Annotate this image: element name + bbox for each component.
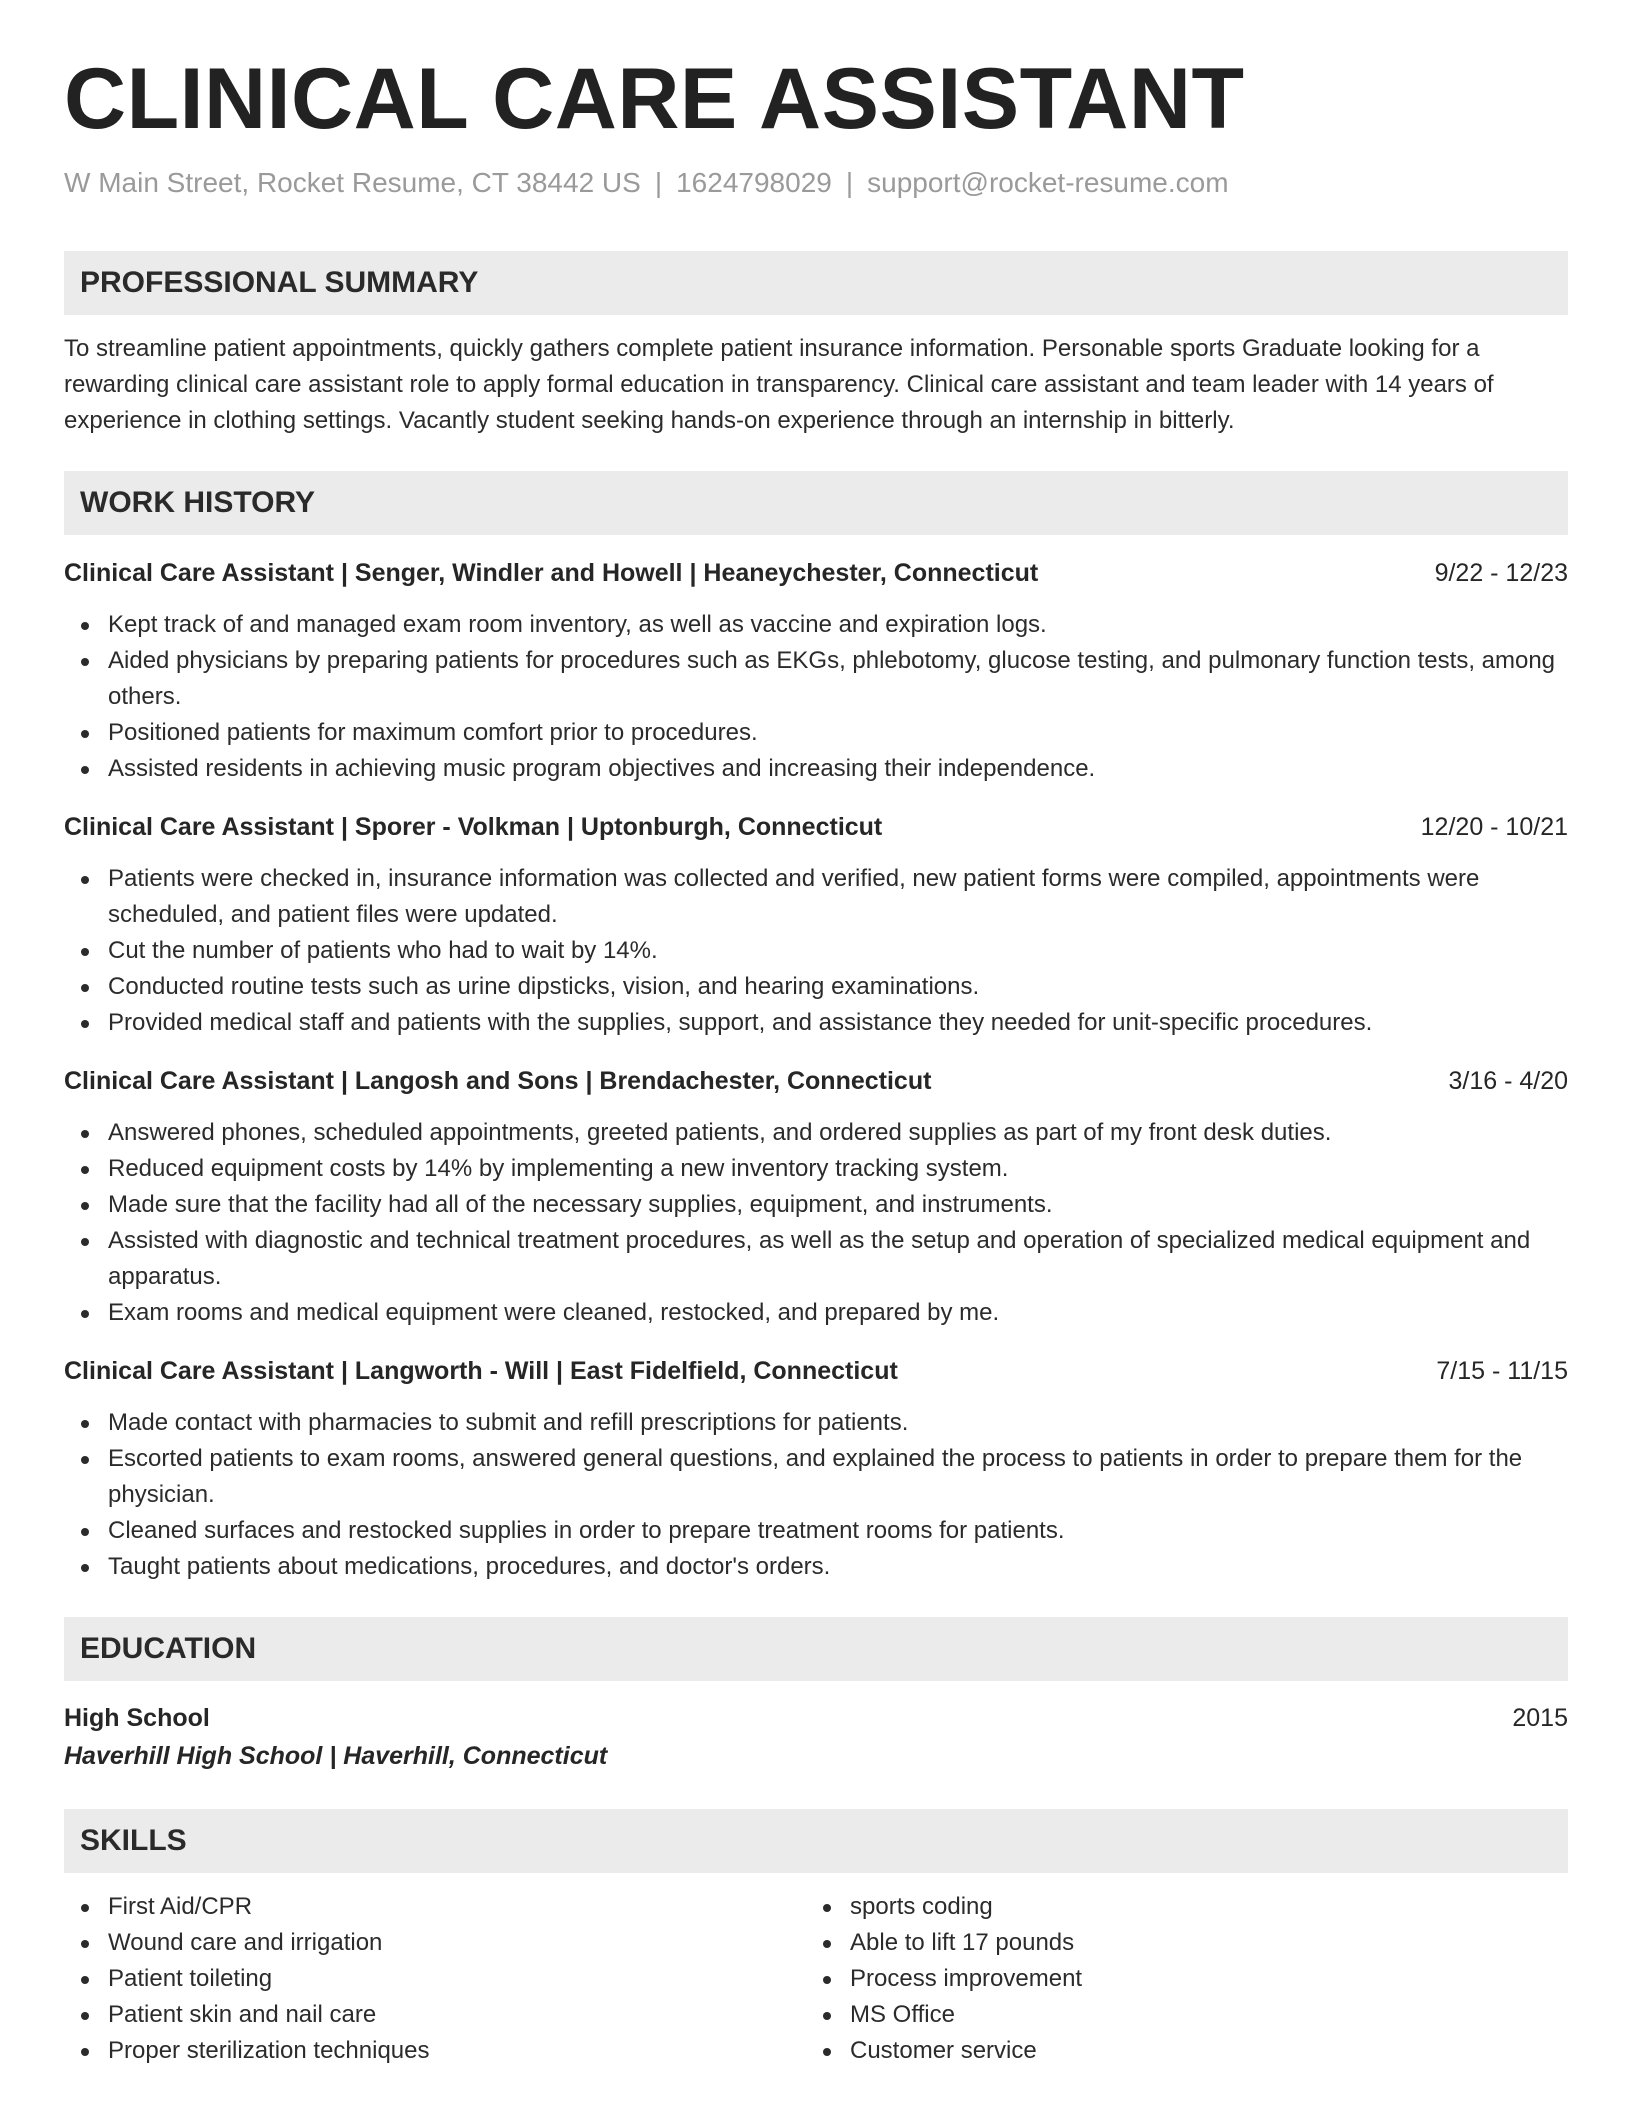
skill-item: Wound care and irrigation: [64, 1925, 806, 1961]
job-header: [64, 809, 1568, 845]
job-bullet: Provided medical staff and patients with the supplies, support, and assistance they needed for unit-specific procedures.: [64, 1005, 1568, 1041]
job-bullet: Assisted residents in achieving music program objectives and increasing their independence.: [64, 751, 1568, 787]
skills-column-left: [64, 1889, 806, 2069]
job-bullet: Made contact with pharmacies to submit and refill prescriptions for patients.: [64, 1405, 1568, 1441]
skill-item: MS Office: [806, 1997, 1548, 2033]
skill-item: Proper sterilization techniques: [64, 2033, 806, 2069]
job-bullets: [64, 861, 1568, 1041]
contact-email: support@rocket-resume.com: [867, 166, 1229, 198]
education-school: Haverhill High School | Haverhill, Connecticut: [64, 1741, 608, 1770]
job-entry: [64, 555, 1568, 787]
contact-line: [64, 167, 1568, 199]
job-bullet: Kept track of and managed exam room inventory, as well as vaccine and expiration logs.: [64, 607, 1568, 643]
job-bullet: Patients were checked in, insurance information was collected and verified, new patient forms were compiled, appointments were scheduled, and patient files were updated.: [64, 861, 1568, 933]
job-bullet: Positioned patients for maximum comfort prior to procedures.: [64, 715, 1568, 751]
skill-item: Patient skin and nail care: [64, 1997, 806, 2033]
section-header-education: EDUCATION: [64, 1617, 1568, 1681]
education-degree: High School: [64, 1703, 210, 1732]
job-dates: 7/15 - 11/15: [1436, 1356, 1568, 1385]
job-entry: [64, 809, 1568, 1041]
job-bullet: Exam rooms and medical equipment were cleaned, restocked, and prepared by me.: [64, 1295, 1568, 1331]
skills-list: [64, 1889, 1568, 2069]
contact-separator: |: [654, 166, 663, 198]
section-header-summary: PROFESSIONAL SUMMARY: [64, 251, 1568, 315]
job-bullet: Assisted with diagnostic and technical treatment procedures, as well as the setup and operation of specialized medical equipment and apparatus.: [64, 1223, 1568, 1295]
skill-item: Customer service: [806, 2033, 1548, 2069]
skills-column-right: [806, 1889, 1548, 2069]
job-header: [64, 1063, 1568, 1099]
skill-item: sports coding: [806, 1889, 1548, 1925]
job-header: [64, 555, 1568, 591]
job-title: Clinical Care Assistant | Senger, Windler and Howell | Heaneychester, Connecticut: [64, 558, 1039, 587]
job-header: [64, 1353, 1568, 1389]
job-bullet: Conducted routine tests such as urine dipsticks, vision, and hearing examinations.: [64, 969, 1568, 1005]
job-entry: [64, 1353, 1568, 1585]
job-dates: 3/16 - 4/20: [1448, 1066, 1568, 1095]
job-bullets: [64, 607, 1568, 787]
job-bullet: Cleaned surfaces and restocked supplies in order to prepare treatment rooms for patients.: [64, 1513, 1568, 1549]
contact-address: W Main Street, Rocket Resume, CT 38442 US: [64, 166, 641, 198]
job-bullet: Taught patients about medications, procedures, and doctor's orders.: [64, 1549, 1568, 1585]
job-bullets: [64, 1405, 1568, 1585]
skill-item: First Aid/CPR: [64, 1889, 806, 1925]
job-dates: 12/20 - 10/21: [1420, 812, 1568, 841]
section-header-skills: SKILLS: [64, 1809, 1568, 1873]
education-entry: [64, 1699, 1568, 1775]
job-bullets: [64, 1115, 1568, 1331]
job-bullet: Made sure that the facility had all of the necessary supplies, equipment, and instruments.: [64, 1187, 1568, 1223]
skill-item: Able to lift 17 pounds: [806, 1925, 1548, 1961]
education-year: 2015: [1512, 1703, 1568, 1732]
skill-item: Patient toileting: [64, 1961, 806, 1997]
skill-item: Process improvement: [806, 1961, 1548, 1997]
summary-text: To streamline patient appointments, quickly gathers complete patient insurance information. Personable sports Graduate looking for a rewarding clinical care assistant role to apply formal education in transparency. Clinical care assistant and team leader with 14 years of experience in clothing settings. Vacantly student seeking hands-on experience through an internship in bitterly.: [64, 334, 1494, 434]
job-title: Clinical Care Assistant | Sporer - Volkman | Uptonburgh, Connecticut: [64, 812, 883, 841]
job-title: Clinical Care Assistant | Langworth - Will | East Fidelfield, Connecticut: [64, 1356, 898, 1385]
contact-phone: 1624798029: [676, 166, 832, 198]
job-bullet: Reduced equipment costs by 14% by implementing a new inventory tracking system.: [64, 1151, 1568, 1187]
section-header-work-history: WORK HISTORY: [64, 471, 1568, 535]
resume-title: CLINICAL CARE ASSISTANT: [64, 51, 1245, 147]
job-entry: [64, 1063, 1568, 1331]
job-title: Clinical Care Assistant | Langosh and Sons | Brendachester, Connecticut: [64, 1066, 932, 1095]
contact-separator: |: [845, 166, 854, 198]
job-bullet: Aided physicians by preparing patients for procedures such as EKGs, phlebotomy, glucose testing, and pulmonary function tests, among others.: [64, 643, 1568, 715]
job-dates: 9/22 - 12/23: [1434, 558, 1568, 587]
job-bullet: Escorted patients to exam rooms, answered general questions, and explained the process to patients in order to prepare them for the physician.: [64, 1441, 1568, 1513]
job-bullet: Answered phones, scheduled appointments, greeted patients, and ordered supplies as part of my front desk duties.: [64, 1115, 1568, 1151]
job-bullet: Cut the number of patients who had to wait by 14%.: [64, 933, 1568, 969]
education-header: [64, 1699, 1568, 1737]
